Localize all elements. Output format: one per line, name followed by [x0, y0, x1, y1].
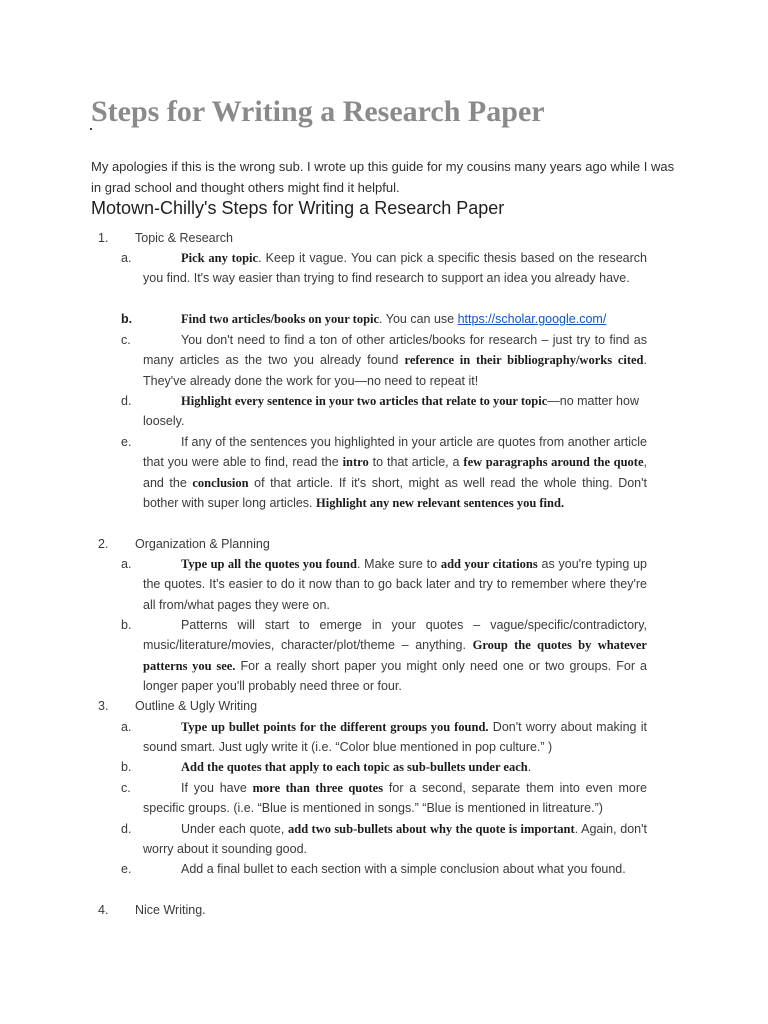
item-text	[143, 309, 647, 329]
item-marker: c.	[121, 781, 131, 795]
bold-run: few paragraphs around the quote	[463, 455, 644, 470]
item-marker: b.	[121, 618, 132, 632]
step-number: 2.	[98, 537, 109, 551]
item-marker: a.	[121, 251, 132, 265]
stray-dot	[90, 128, 92, 130]
item-marker: c.	[121, 333, 131, 347]
text-run: Under each quote,	[181, 822, 289, 836]
document-title: Steps for Writing a Research Paper	[91, 95, 545, 128]
item-marker: a.	[121, 720, 132, 734]
bold-run: Highlight every sentence in your two articles that relate to your topic	[181, 394, 548, 408]
item-marker: a.	[121, 557, 132, 571]
step-number: 3.	[98, 699, 109, 713]
text-run: —no matter how loosely.	[143, 394, 639, 429]
bold-run: add your citations	[440, 557, 538, 571]
item-marker: e.	[121, 862, 132, 876]
step-label: Organization & Planning	[135, 537, 270, 551]
text-run: If you have	[181, 781, 253, 795]
bold-run: Add the quotes that apply to each topic as sub-bullets under each	[181, 760, 528, 774]
step-number: 1.	[98, 231, 109, 245]
scholar-link[interactable]: https://scholar.google.com/	[457, 312, 607, 326]
item-text: Add a final bullet to each section with a simple conclusion about what you found.	[181, 862, 626, 876]
bold-run: Group the quotes by whatever patterns you see.	[143, 638, 647, 673]
bold-run: reference in their bibliography/works cited	[404, 353, 644, 368]
item-text	[143, 330, 647, 391]
item-text	[143, 757, 647, 777]
text-run: If any of the sentences you highlighted in your article are quotes from another article that you were able to find, read the	[143, 435, 647, 470]
text-run: . They've already done the work for you—no need to repeat it!	[143, 353, 647, 388]
text-run: Don't worry about making it sound smart. Just ugly write it (i.e. “Color blue mentioned in pop culture.” )	[143, 720, 647, 755]
bold-run: more than three quotes	[252, 781, 384, 795]
text-run: You don't need to find a ton of other articles/books for research – just try to find as many articles as the two you already found	[143, 333, 647, 368]
text-run: as you're typing up the quotes. It's easier to do it now than to go back later and try to remember where they're all from/what pages they were on.	[143, 557, 647, 612]
intro-paragraph: My apologies if this is the wrong sub. I wrote up this guide for my cousins many years ago while I was in grad school and thought others might find it helpful.	[91, 159, 675, 195]
item-marker: e.	[121, 435, 132, 449]
bold-run: conclusion	[192, 475, 249, 490]
item-text	[143, 717, 647, 758]
text-run: to that article, a	[368, 455, 464, 470]
bold-run: add two sub-bullets about why the quote is important	[288, 822, 575, 836]
bold-run: Type up bullet points for the different groups you found.	[181, 720, 489, 734]
item-text	[143, 432, 647, 514]
step-number: 4.	[98, 903, 109, 917]
step-label: Nice Writing.	[135, 903, 206, 917]
text-run: . Keep it vague. You can pick a specific thesis based on the research you find. It's way easier than trying to find research to support an idea you already have.	[143, 251, 647, 286]
text-run: .	[527, 760, 532, 774]
item-marker: b.	[121, 760, 132, 774]
text-run: . You can use	[379, 312, 458, 326]
text-run: . Again, don't worry about it sounding good.	[143, 822, 647, 857]
bold-run: Highlight any new relevant sentences you find.	[316, 496, 565, 511]
text-run: Patterns will start to emerge in your quotes – vague/specific/contradictory, music/literature/movies, character/plot/theme – anything.	[143, 618, 647, 653]
bold-run: Find two articles/books on your topic	[181, 312, 380, 326]
text-run: For a really short paper you might only need one or two groups. For a longer paper you'll probably need three or four.	[143, 658, 648, 694]
item-text	[143, 391, 647, 432]
text-run: of that article. If it's short, might as well read the whole thing. Don't bother with super long articles.	[143, 475, 647, 511]
item-marker: b.	[121, 312, 133, 326]
bold-run: Pick any topic	[181, 251, 259, 265]
item-text	[143, 554, 647, 615]
text-run: . Make sure to	[356, 557, 441, 571]
text-run: , and the	[143, 455, 647, 490]
item-text	[143, 248, 647, 289]
item-marker: d.	[121, 394, 132, 408]
item-marker: d.	[121, 822, 132, 836]
text-run: for a second, separate them into even more specific groups. (i.e. “Blue is mentioned in songs.” “Blue is mentioned in litreature.”)	[143, 781, 647, 816]
section-heading: Motown-Chilly's Steps for Writing a Research Paper	[91, 198, 505, 218]
step-label: Outline & Ugly Writing	[135, 699, 258, 713]
item-text	[143, 819, 647, 860]
step-label: Topic & Research	[135, 231, 233, 245]
item-text	[143, 778, 647, 819]
bold-run: Type up all the quotes you found	[181, 557, 357, 571]
item-text	[143, 615, 647, 697]
bold-run: intro	[342, 455, 369, 470]
